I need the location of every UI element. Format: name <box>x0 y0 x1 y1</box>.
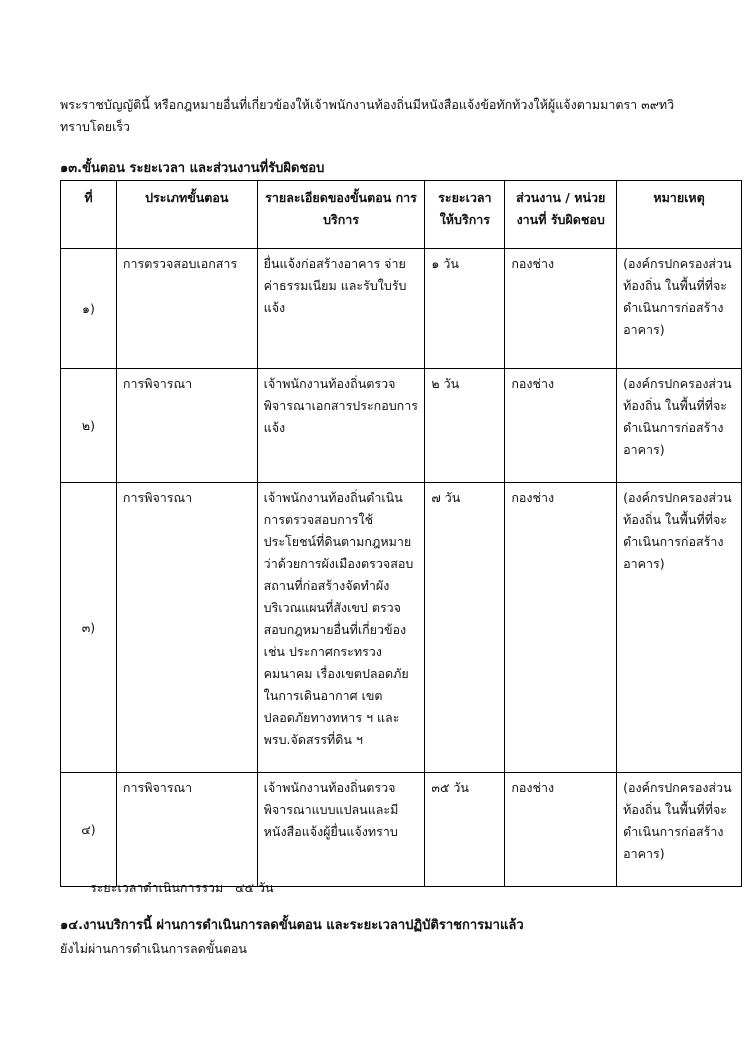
total-duration-label: ระยะเวลาดำเนินการรวม <box>90 880 224 895</box>
row-note: (องค์กรปกครองส่วนท้องถิ่น ในพื้นที่ที่จะดำเนินการก่อสร้างอาคาร) <box>617 773 742 887</box>
col-header-no: ที่ <box>61 181 117 249</box>
row-detail: เจ้าพนักงานท้องถิ่นตรวจพิจารณาแบบแปลนและมีหนังสือแจ้งผู้ยื่นแจ้งทราบ <box>257 773 425 887</box>
row-duration: ๑ วัน <box>425 249 505 369</box>
row-type: การพิจารณา <box>116 369 257 483</box>
row-note: (องค์กรปกครองส่วนท้องถิ่น ในพื้นที่ที่จะดำเนินการก่อสร้างอาคาร) <box>617 249 742 369</box>
row-no: ๓) <box>61 483 117 773</box>
row-dept: กองช่าง <box>505 483 617 773</box>
total-duration-value: ๔๕ วัน <box>235 880 274 895</box>
total-duration <box>90 878 274 898</box>
row-type: การพิจารณา <box>116 773 257 887</box>
procedure-table <box>60 180 742 887</box>
table-row <box>61 249 742 369</box>
col-header-type: ประเภทขั้นตอน <box>116 181 257 249</box>
row-dept: กองช่าง <box>505 773 617 887</box>
row-dept: กองช่าง <box>505 249 617 369</box>
table-row <box>61 483 742 773</box>
intro-paragraph: พระราชบัญญัตินี้ หรือกฎหมายอื่นที่เกี่ยวข้องให้เจ้าพนักงานท้องถิ่นมีหนังสือแจ้งข้อทักท้วงให้ผู้แจ้งตามมาตรา ๓๙ทวิ ทราบโดยเร็ว <box>60 97 675 134</box>
col-header-duration: ระยะเวลา ให้บริการ <box>425 181 505 249</box>
row-duration: ๒ วัน <box>425 369 505 483</box>
row-detail: เจ้าพนักงานท้องถิ่นดำเนินการตรวจสอบการใช้ประโยชน์ที่ดินตามกฎหมายว่าด้วยการผังเมืองตรวจสอบสถานที่ก่อสร้างจัดทำผังบริเวณแผนที่สังเขป ตรวจสอบกฎหมายอื่นที่เกี่ยวข้อง เช่น ประกาศกระทรวงคมนาคม เรื่องเขตปลอดภัยในการเดินอากาศ เขตปลอดภัยทางทหาร ฯ และ พรบ.จัดสรรที่ดิน ฯ <box>257 483 425 773</box>
row-no: ๑) <box>61 249 117 369</box>
row-no: ๔) <box>61 773 117 887</box>
row-duration: ๗ วัน <box>425 483 505 773</box>
row-detail: ยื่นแจ้งก่อสร้างอาคาร จ่ายค่าธรรมเนียม และรับใบรับแจ้ง <box>257 249 425 369</box>
col-header-dept: ส่วนงาน / หน่วยงานที่ รับผิดชอบ <box>505 181 617 249</box>
row-detail: เจ้าพนักงานท้องถิ่นตรวจพิจารณาเอกสารประกอบการแจ้ง <box>257 369 425 483</box>
table-row <box>61 773 742 887</box>
row-type: การพิจารณา <box>116 483 257 773</box>
section-13-heading: ๑๓.ขั้นตอน ระยะเวลา และส่วนงานที่รับผิดชอบ <box>60 161 325 176</box>
row-note: (องค์กรปกครองส่วนท้องถิ่น ในพื้นที่ที่จะดำเนินการก่อสร้างอาคาร) <box>617 369 742 483</box>
table-row <box>61 369 742 483</box>
row-duration: ๓๕ วัน <box>425 773 505 887</box>
section-14-text: ยังไม่ผ่านการดำเนินการลดขั้นตอน <box>60 941 247 956</box>
section-14-heading: ๑๔.งานบริการนี้ ผ่านการดำเนินการลดขั้นตอน และระยะเวลาปฏิบัติราชการมาแล้ว <box>60 918 524 933</box>
col-header-detail: รายละเอียดของขั้นตอน การบริการ <box>257 181 425 249</box>
col-header-note: หมายเหตุ <box>617 181 742 249</box>
row-no: ๒) <box>61 369 117 483</box>
row-type: การตรวจสอบเอกสาร <box>116 249 257 369</box>
row-note: (องค์กรปกครองส่วนท้องถิ่น ในพื้นที่ที่จะดำเนินการก่อสร้างอาคาร) <box>617 483 742 773</box>
row-dept: กองช่าง <box>505 369 617 483</box>
